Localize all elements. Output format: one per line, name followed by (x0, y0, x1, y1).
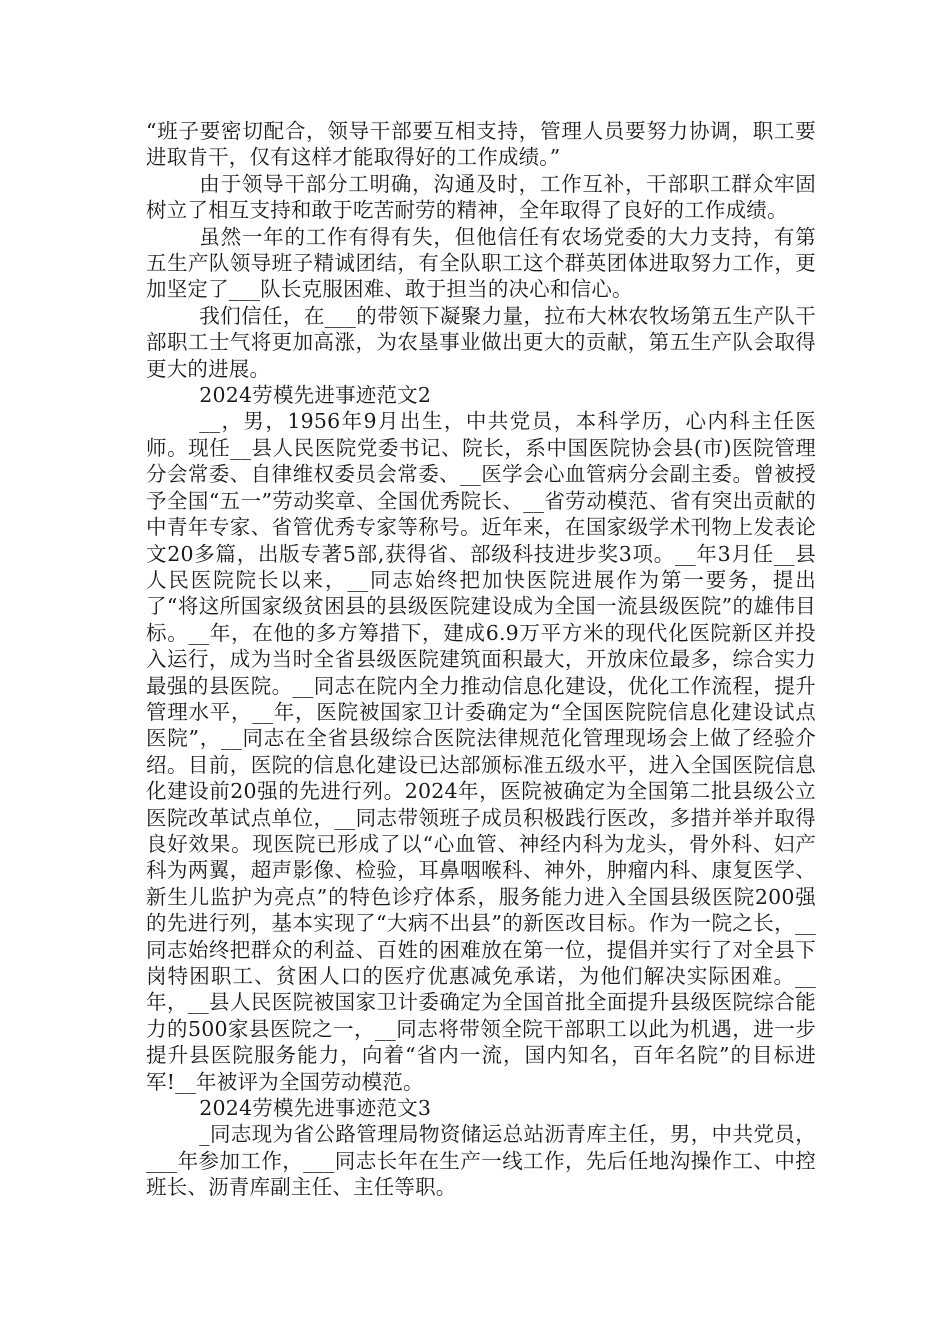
paragraph-determination: 虽然一年的工作有得有失，但他信任有农场党委的大力支持，有第五生产队领导班子精诚团结，有全队职工这个群英团体进取努力工作，更加坚定了___队长克服困难、敢于担当的决心和信心。 (146, 224, 816, 302)
document-body (146, 118, 816, 1201)
paragraph-leadership: 由于领导干部分工明确，沟通及时，工作互补，干部职工群众牢固树立了相互支持和敢于吃苦耐劳的精神，全年取得了良好的工作成绩。 (146, 171, 816, 223)
paragraph-hospital-director: __，男，1956年9月出生，中共党员，本科学历，心内科主任医师。现任__县人民医院党委书记、院长，系中国医院协会县(市)医院管理分会常委、自律维权委员会常委、__医学会心血管病分会副主委。曾被授予全国“五一”劳动奖章、全国优秀院长、__省劳动模范、省有突出贡献的中青年专家、省管优秀专家等称号。近年来，在国家级学术刊物上发表论文20多篇，出版专著5部,获得省、部级科技进步奖3项。__年3月任__县人民医院院长以来，__同志始终把加快医院进展作为第一要务，提出了“将这所国家级贫困县的县级医院建设成为全国一流县级医院”的雄伟目标。__年，在他的多方筹措下，建成6.9万平方米的现代化医院新区并投入运行，成为当时全省县级医院建筑面积最大，开放床位最多，综合实力最强的县医院。__同志在院内全力推动信息化建设，优化工作流程，提升管理水平，__年，医院被国家卫计委确定为“全国医院院信息化建设试点医院”，__同志在全省县级综合医院法律规范化管理现场会上做了经验介绍。目前，医院的信息化建设已达部颁标准五级水平，进入全国医院信息化建设前20强的先进行列。2024年，医院被确定为全国第二批县级公立医院改革试点单位，__同志带领班子成员积极践行医改，多措并举并取得良好效果。现医院已形成了以“心血管、神经内科为龙头，骨外科、妇产科为两翼，超声影像、检验，耳鼻咽喉科、神外，肿瘤内科、康复医学、新生儿监护为亮点”的特色诊疗体系，服务能力进入全国县级医院200强的先进行列，基本实现了“大病不出县”的新医改目标。作为一院之长，__同志始终把群众的利益、百姓的困难放在第一位，提倡并实行了对全县下岗特困职工、贫困人口的医疗优惠减免承诺，为他们解决实际困难。__年，__县人民医院被国家卫计委确定为全国首批全面提升县级医院综合能力的500家县医院之一，__同志将带领全院干部职工以此为机遇，进一步提升县医院服务能力，向着“省内一流，国内知名，百年名院”的目标进军!__年被评为全国劳动模范。 (146, 409, 816, 1094)
section-heading-2: 2024劳模先进事迹范文2 (199, 383, 432, 408)
paragraph-confidence: 我们信任，在___的带领下凝聚力量，拉布大林农牧场第五生产队干部职工士气将更加高涨，为农垦事业做出更大的贡献，第五生产队会取得更大的进展。 (146, 303, 816, 381)
section-heading-3: 2024劳模先进事迹范文3 (199, 1096, 432, 1121)
paragraph-quote: “班子要密切配合，领导干部要互相支持，管理人员要努力协调，职工要进取肯干，仅有这样才能取得好的工作成绩。” (146, 119, 816, 170)
paragraph-asphalt-depot: _同志现为省公路管理局物资储运总站沥青库主任，男，中共党员，___年参加工作，___同志长年在生产一线工作，先后任地沟操作工、中控班长、沥青库副主任、主任等职。 (146, 1122, 816, 1200)
